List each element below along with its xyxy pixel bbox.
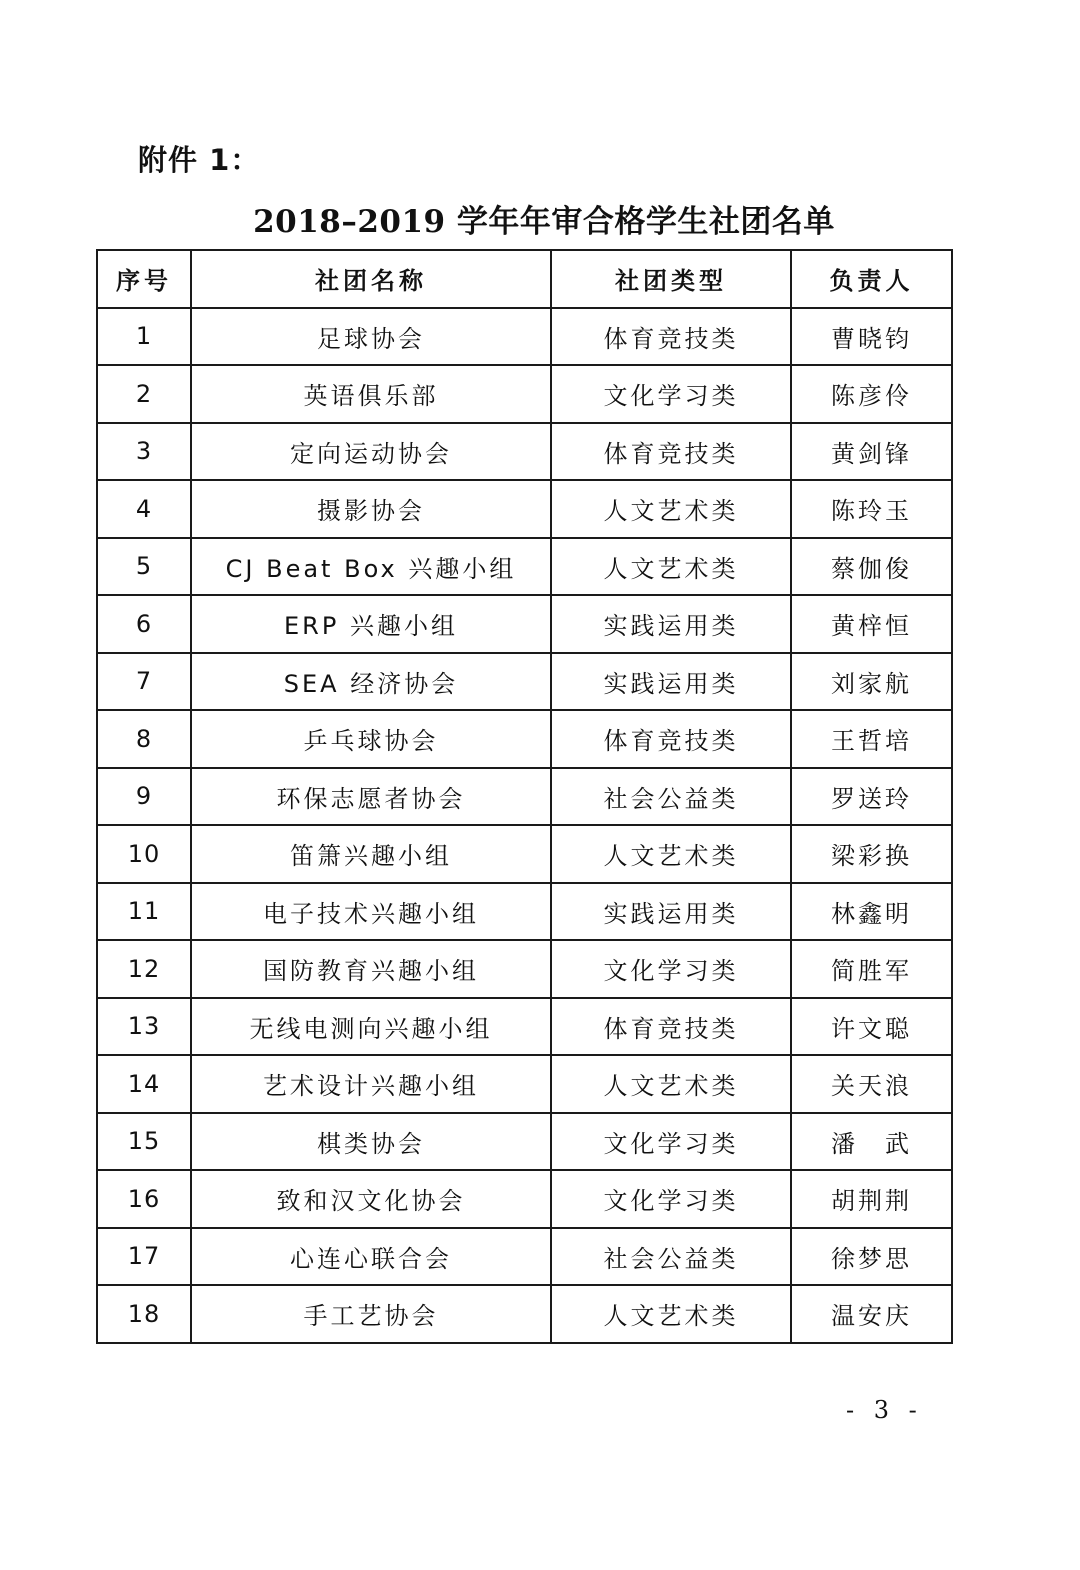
cell-club-name: 致和汉文化协会 — [191, 1170, 551, 1228]
cell-leader: 温安庆 — [791, 1285, 952, 1343]
cell-club-name: CJ Beat Box 兴趣小组 — [191, 538, 551, 596]
cell-club-name: 无线电测向兴趣小组 — [191, 998, 551, 1056]
table-row — [97, 480, 952, 538]
cell-leader: 蔡伽俊 — [791, 538, 952, 596]
cell-club-name: 英语俱乐部 — [191, 365, 551, 423]
cell-club-name: 电子技术兴趣小组 — [191, 883, 551, 941]
cell-leader: 简胜军 — [791, 940, 952, 998]
cell-index: 2 — [97, 365, 191, 423]
cell-club-name: 手工艺协会 — [191, 1285, 551, 1343]
header-row — [97, 250, 952, 308]
page-number: - 3 - — [846, 1396, 923, 1424]
cell-club-name: 摄影协会 — [191, 480, 551, 538]
cell-club-type: 实践运用类 — [551, 595, 791, 653]
cell-club-type: 体育竞技类 — [551, 423, 791, 481]
cell-leader: 关天浪 — [791, 1055, 952, 1113]
cell-club-type: 文化学习类 — [551, 940, 791, 998]
table-row — [97, 1228, 952, 1286]
cell-leader: 刘家航 — [791, 653, 952, 711]
cell-index: 10 — [97, 825, 191, 883]
cell-club-type: 文化学习类 — [551, 365, 791, 423]
table-row — [97, 940, 952, 998]
cell-club-type: 体育竞技类 — [551, 710, 791, 768]
cell-index: 13 — [97, 998, 191, 1056]
cell-club-name: 足球协会 — [191, 308, 551, 366]
cell-index: 5 — [97, 538, 191, 596]
cell-leader: 潘 武 — [791, 1113, 952, 1171]
cell-club-type: 人文艺术类 — [551, 1055, 791, 1113]
club-roster-table — [96, 249, 953, 1344]
cell-club-name: 笛箫兴趣小组 — [191, 825, 551, 883]
cell-index: 7 — [97, 653, 191, 711]
cell-club-type: 实践运用类 — [551, 883, 791, 941]
cell-club-type: 文化学习类 — [551, 1113, 791, 1171]
header-club-name: 社团名称 — [191, 250, 551, 308]
cell-club-type: 人文艺术类 — [551, 480, 791, 538]
cell-club-name: SEA 经济协会 — [191, 653, 551, 711]
cell-club-name: 定向运动协会 — [191, 423, 551, 481]
attachment-label: 附件 1： — [138, 143, 261, 177]
document-title: 2018–2019 学年年审合格学生社团名单 — [253, 204, 835, 240]
table-row — [97, 1285, 952, 1343]
cell-leader: 林鑫明 — [791, 883, 952, 941]
cell-club-name: 国防教育兴趣小组 — [191, 940, 551, 998]
table-row — [97, 1170, 952, 1228]
cell-index: 4 — [97, 480, 191, 538]
table-row — [97, 768, 952, 826]
cell-index: 6 — [97, 595, 191, 653]
cell-leader: 罗送玲 — [791, 768, 952, 826]
cell-leader: 曹晓钧 — [791, 308, 952, 366]
cell-club-type: 体育竞技类 — [551, 308, 791, 366]
cell-leader: 陈彦伶 — [791, 365, 952, 423]
cell-club-type: 实践运用类 — [551, 653, 791, 711]
table-row — [97, 710, 952, 768]
header-leader: 负责人 — [791, 250, 952, 308]
table-row — [97, 825, 952, 883]
cell-club-name: 艺术设计兴趣小组 — [191, 1055, 551, 1113]
cell-leader: 许文聪 — [791, 998, 952, 1056]
cell-index: 14 — [97, 1055, 191, 1113]
header-index: 序号 — [97, 250, 191, 308]
cell-club-name: 乒乓球协会 — [191, 710, 551, 768]
cell-index: 12 — [97, 940, 191, 998]
cell-club-type: 文化学习类 — [551, 1170, 791, 1228]
cell-leader: 陈玲玉 — [791, 480, 952, 538]
cell-club-name: 环保志愿者协会 — [191, 768, 551, 826]
cell-club-name: 心连心联合会 — [191, 1228, 551, 1286]
table-row — [97, 653, 952, 711]
cell-club-type: 人文艺术类 — [551, 538, 791, 596]
cell-index: 11 — [97, 883, 191, 941]
cell-index: 9 — [97, 768, 191, 826]
table-row — [97, 883, 952, 941]
table-row — [97, 538, 952, 596]
cell-club-type: 人文艺术类 — [551, 825, 791, 883]
cell-leader: 黄梓恒 — [791, 595, 952, 653]
cell-leader: 梁彩换 — [791, 825, 952, 883]
cell-index: 8 — [97, 710, 191, 768]
table-row — [97, 998, 952, 1056]
cell-leader: 胡荆荆 — [791, 1170, 952, 1228]
table-row — [97, 595, 952, 653]
header-club-type: 社团类型 — [551, 250, 791, 308]
table-row — [97, 308, 952, 366]
table-row — [97, 423, 952, 481]
cell-club-type: 社会公益类 — [551, 1228, 791, 1286]
table-header — [97, 250, 952, 308]
table-row — [97, 1055, 952, 1113]
cell-index: 3 — [97, 423, 191, 481]
cell-index: 15 — [97, 1113, 191, 1171]
cell-leader: 黄剑锋 — [791, 423, 952, 481]
cell-index: 16 — [97, 1170, 191, 1228]
cell-leader: 徐梦思 — [791, 1228, 952, 1286]
cell-club-type: 人文艺术类 — [551, 1285, 791, 1343]
cell-club-type: 社会公益类 — [551, 768, 791, 826]
table-row — [97, 365, 952, 423]
cell-index: 18 — [97, 1285, 191, 1343]
cell-club-name: 棋类协会 — [191, 1113, 551, 1171]
cell-index: 1 — [97, 308, 191, 366]
cell-leader: 王哲培 — [791, 710, 952, 768]
cell-club-name: ERP 兴趣小组 — [191, 595, 551, 653]
cell-index: 17 — [97, 1228, 191, 1286]
cell-club-type: 体育竞技类 — [551, 998, 791, 1056]
table-body — [97, 308, 952, 1343]
table-row — [97, 1113, 952, 1171]
